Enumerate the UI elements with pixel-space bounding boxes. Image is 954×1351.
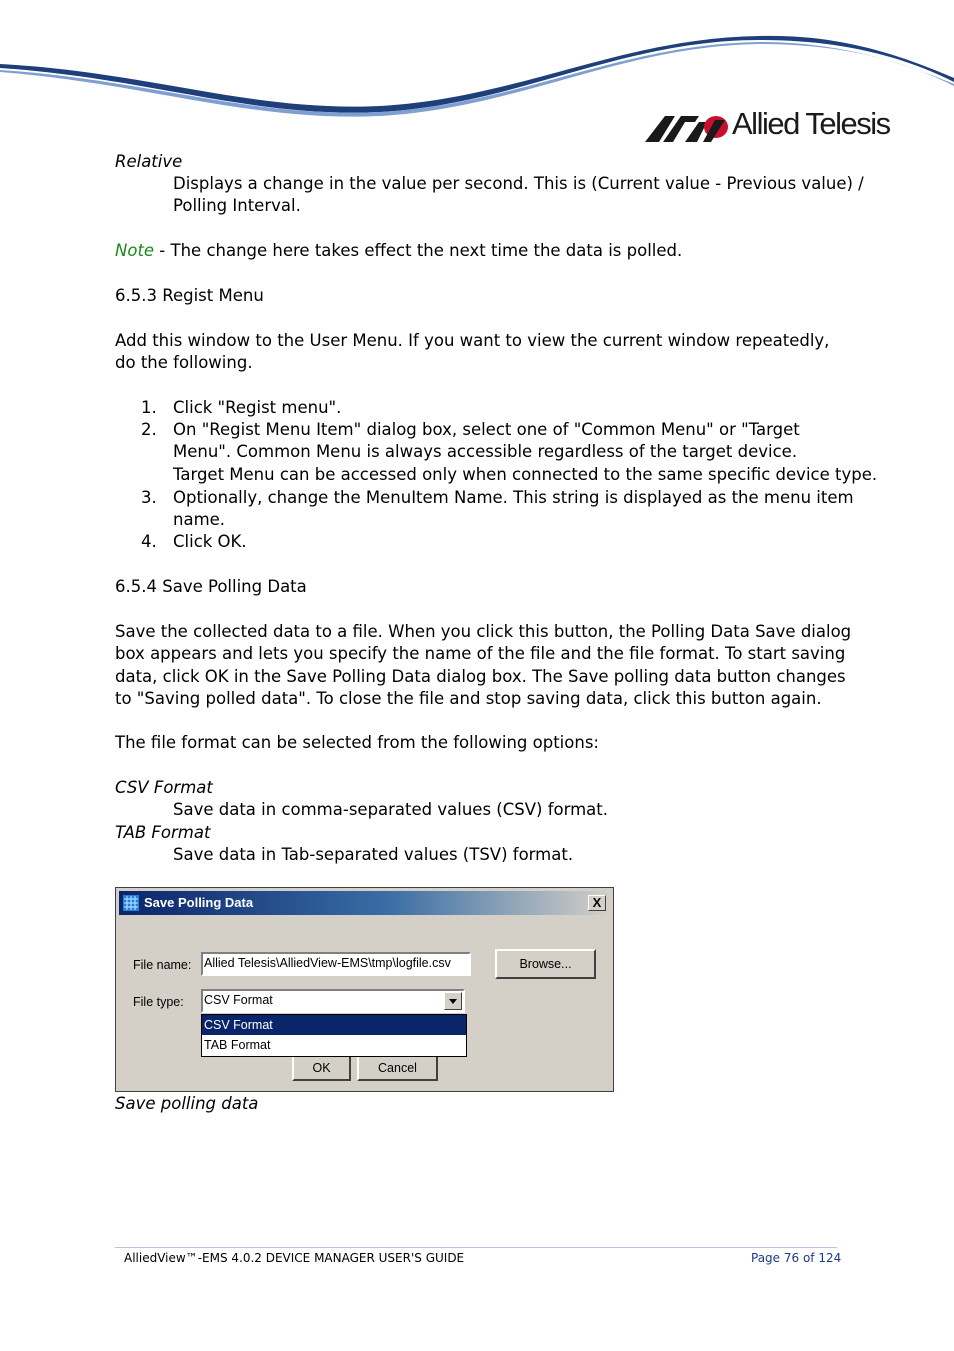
option-csv-format[interactable]: CSV Format <box>202 1015 466 1035</box>
file-type-label: File type: <box>133 995 184 1009</box>
file-type-dropdown-list <box>201 1014 467 1057</box>
term-tab-format: TAB Format <box>115 823 211 842</box>
footer-divider <box>115 1247 837 1248</box>
step-4-line1: Click OK. <box>173 532 247 551</box>
step-3-line1: Optionally, change the MenuItem Name. This string is displayed as the menu item <box>173 488 854 507</box>
note-label: Note <box>115 241 155 260</box>
step-2-line2: Menu". Common Menu is always accessible regardless of the target device. <box>173 442 798 461</box>
ok-button[interactable]: OK <box>292 1055 351 1081</box>
dialog-title: Save Polling Data <box>144 895 254 910</box>
note-paragraph <box>115 240 682 262</box>
file-type-value: CSV Format <box>204 993 273 1007</box>
step-number: 4. <box>141 532 157 551</box>
page-number: Page 76 of 124 <box>751 1251 842 1265</box>
regist-intro-line2: do the following. <box>115 353 253 372</box>
cancel-button[interactable]: Cancel <box>357 1055 438 1081</box>
save-para-line1: Save the collected data to a file. When you click this button, the Polling Data Save dialog <box>115 622 852 641</box>
footer-title: AlliedView™-EMS 4.0.2 DEVICE MANAGER USER'S GUIDE <box>124 1251 465 1265</box>
logo-mark-icon <box>645 112 729 144</box>
step-2-line1: On "Regist Menu Item" dialog box, select one of "Common Menu" or "Target <box>173 420 800 439</box>
tab-desc: Save data in Tab-separated values (TSV) format. <box>173 845 574 864</box>
relative-desc-line1: Displays a change in the value per second. This is (Current value - Previous value) / <box>173 174 864 193</box>
term-relative: Relative <box>115 152 183 171</box>
step-1-line1: Click "Regist menu". <box>173 398 342 417</box>
allied-telesis-logo <box>645 108 905 148</box>
dialog-titlebar <box>119 891 610 915</box>
save-polling-data-dialog <box>115 887 614 1092</box>
file-type-select[interactable] <box>201 989 465 1013</box>
file-name-input[interactable]: Allied Telesis\AlliedView-EMS\tmp\logfile.csv <box>201 952 471 976</box>
format-intro: The file format can be selected from the following options: <box>115 733 599 752</box>
step-number: 1. <box>141 398 157 417</box>
step-number: 2. <box>141 420 157 439</box>
grid-app-icon <box>123 895 139 911</box>
logo-text: Allied Telesis <box>732 106 890 141</box>
step-number: 3. <box>141 488 157 507</box>
chevron-down-icon[interactable] <box>444 992 462 1010</box>
relative-desc-line2: Polling Interval. <box>173 196 301 215</box>
save-para-line2: box appears and lets you specify the name of the file and the file format. To start saving <box>115 644 846 663</box>
save-para-line4: to "Saving polled data". To close the file and stop saving data, click this button again. <box>115 689 822 708</box>
step-2-line3: Target Menu can be accessed only when connected to the same specific device type. <box>173 465 878 484</box>
close-button[interactable]: X <box>588 895 606 911</box>
step-3-line2: name. <box>173 510 226 529</box>
file-name-label: File name: <box>133 958 192 972</box>
figure-caption: Save polling data <box>115 1094 259 1113</box>
browse-button[interactable]: Browse... <box>495 949 596 979</box>
save-para-line3: data, click OK in the Save Polling Data dialog box. The Save polling data button changes <box>115 667 846 686</box>
option-tab-format[interactable]: TAB Format <box>204 1038 271 1052</box>
note-text: - The change here takes effect the next time the data is polled. <box>154 241 683 260</box>
regist-intro-line1: Add this window to the User Menu. If you want to view the current window repeatedly, <box>115 331 830 350</box>
csv-desc: Save data in comma-separated values (CSV) format. <box>173 800 608 819</box>
term-csv-format: CSV Format <box>115 778 213 797</box>
heading-regist-menu: 6.5.3 Regist Menu <box>115 286 264 305</box>
heading-save-polling-data: 6.5.4 Save Polling Data <box>115 577 307 596</box>
